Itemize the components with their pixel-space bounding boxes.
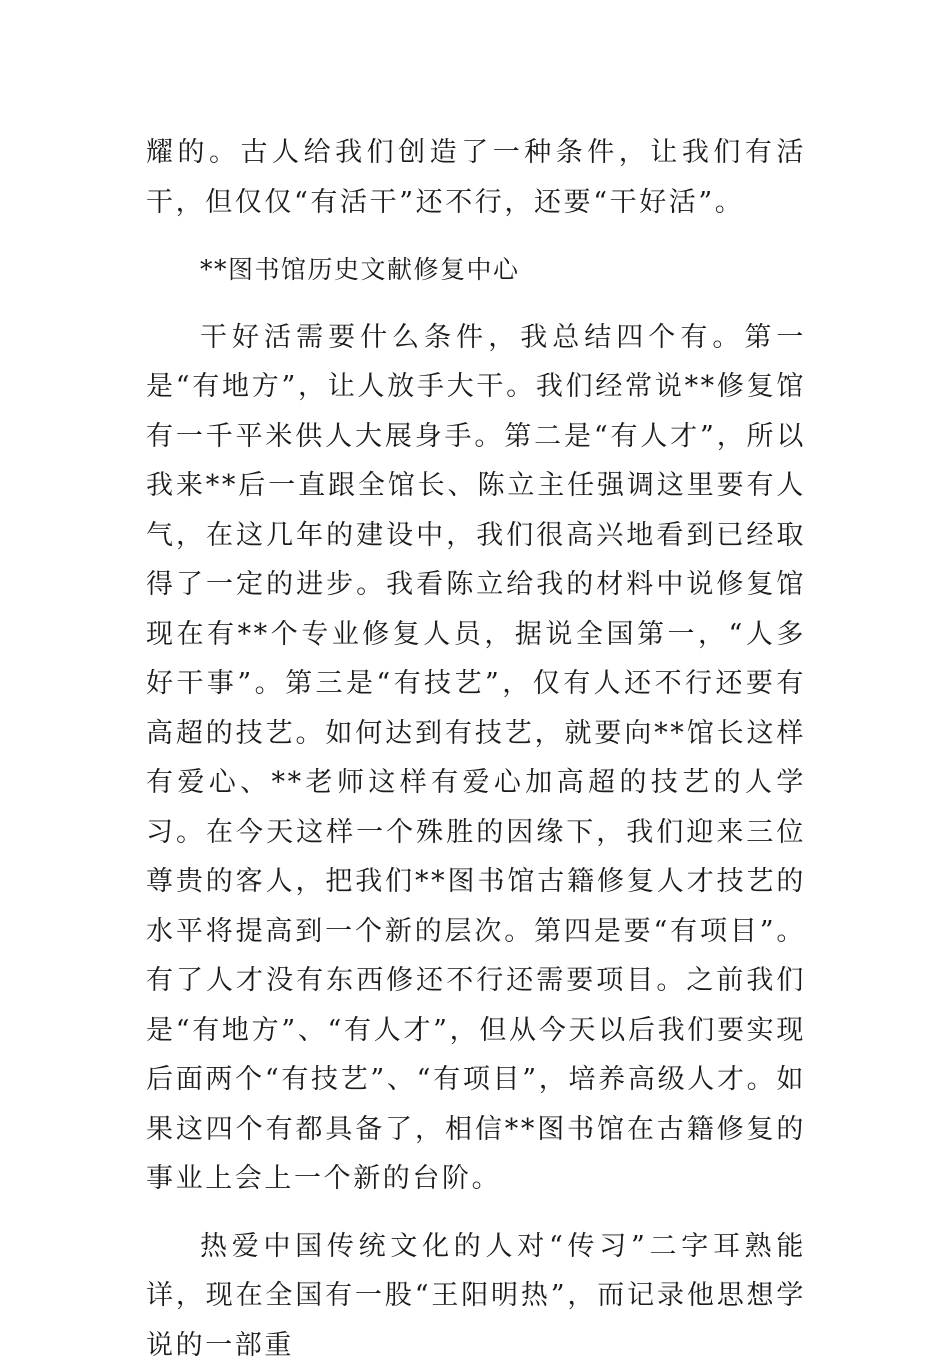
paragraph-continued: 耀的。古人给我们创造了一种条件，让我们有活干，但仅仅“有活干”还不行，还要“干好活”。 (146, 128, 806, 227)
image-caption: **图书馆历史文献修复中心 (146, 245, 806, 295)
document-body (146, 128, 806, 1370)
paragraph-four-conditions: 干好活需要什么条件，我总结四个有。第一是“有地方”，让人放手大干。我们经常说**修复馆有一千平米供人大展身手。第二是“有人才”，所以我来**后一直跟全馆长、陈立主任强调这里要有人气，在这几年的建设中，我们很高兴地看到已经取得了一定的进步。我看陈立给我的材料中说修复馆现在有**个专业修复人员，据说全国第一，“人多好干事”。第三是“有技艺”，仅有人还不行还要有高超的技艺。如何达到有技艺，就要向**馆长这样有爱心、**老师这样有爱心加高超的技艺的人学习。在今天这样一个殊胜的因缘下，我们迎来三位尊贵的客人，把我们**图书馆古籍修复人才技艺的水平将提高到一个新的层次。第四是要“有项目”。有了人才没有东西修还不行还需要项目。之前我们是“有地方”、“有人才”，但从今天以后我们要实现后面两个“有技艺”、“有项目”，培养高级人才。如果这四个有都具备了，相信**图书馆在古籍修复的事业上会上一个新的台阶。 (146, 313, 806, 1204)
paragraph-chuanxi: 热爱中国传统文化的人对“传习”二字耳熟能详，现在全国有一股“王阳明热”，而记录他思想学说的一部重 (146, 1222, 806, 1370)
